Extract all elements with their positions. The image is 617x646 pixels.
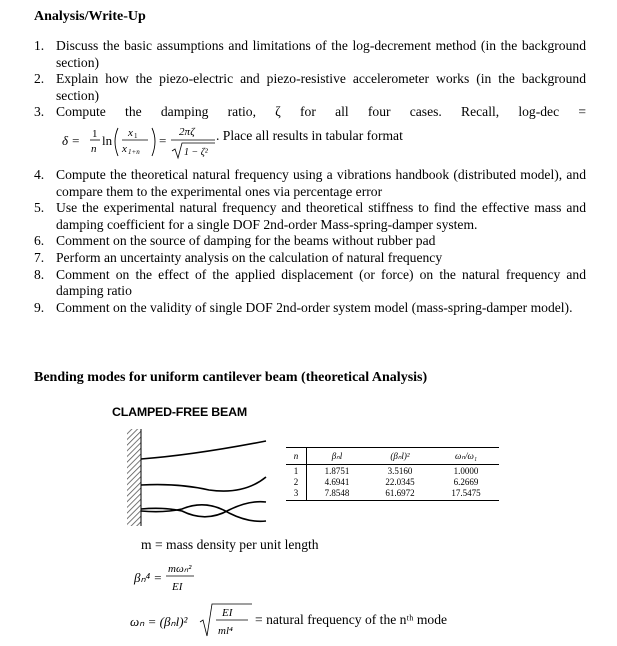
- list-item: [34, 267, 586, 300]
- table-header-row: [286, 448, 499, 465]
- list-item: [34, 233, 586, 250]
- list-number: 4.: [34, 166, 45, 182]
- m-omega-squared: mωₙ²: [168, 563, 192, 575]
- log-dec-formula: [56, 121, 586, 167]
- table-row: [286, 465, 499, 477]
- list-item: [34, 200, 586, 233]
- cell-beta-l-squared: 3.5160: [387, 465, 413, 476]
- list-number: 5.: [34, 200, 45, 216]
- table-row: [286, 476, 499, 487]
- ei-denominator: EI: [172, 581, 183, 593]
- header-n: n: [286, 448, 307, 465]
- cell-beta-l: 4.6941: [324, 476, 350, 487]
- list-text: Perform an uncertainty analysis on the calculation of natural frequency: [56, 249, 443, 265]
- x1-numerator: x: [128, 126, 133, 139]
- list-item: [34, 250, 586, 267]
- list-text: Explain how the piezo-electric and piezo-resistive accelerometer works (in the background section): [56, 71, 586, 103]
- section-heading-bending-modes: Bending modes for uniform cantilever beam (theoretical Analysis): [34, 370, 428, 385]
- xn-subscript: 1+n: [128, 147, 140, 156]
- cell-beta-l: 1.8751: [324, 465, 350, 476]
- list-text: Compute the damping ratio, ζ for all four cases. Recall, log-dec =: [56, 104, 586, 120]
- natural-frequency-description: = natural frequency of the nᵗʰ mode: [255, 612, 448, 627]
- clamped-wall: [127, 429, 141, 526]
- omega-n-lhs: ωₙ = (βₙl)²: [130, 614, 188, 629]
- mode-shape-2: [141, 477, 266, 491]
- natural-frequency-equations: [130, 556, 260, 646]
- header-omega-ratio: ωₙ/ω₁: [433, 448, 499, 465]
- cell-beta-l: 7.8548: [307, 487, 368, 501]
- list-number: 9.: [34, 299, 45, 315]
- list-item: [34, 38, 586, 71]
- mode-shape-1: [141, 441, 266, 459]
- cell-beta-l-squared: 61.6972: [367, 487, 433, 501]
- list-number: 2.: [34, 71, 45, 87]
- list-item: [34, 300, 586, 317]
- list-number: 6.: [34, 233, 45, 249]
- list-text: Comment on the validity of single DOF 2nd-order system model (mass-spring-damper model).: [56, 299, 573, 315]
- table-row: [286, 487, 499, 501]
- list-item: [34, 71, 586, 104]
- two-pi-zeta: 2πζ: [179, 125, 195, 138]
- list-text: Comment on the effect of the applied displacement (or force) on the natural frequency and damping ratio: [56, 266, 586, 299]
- sqrt-denominator: 1 − ζ²: [184, 146, 208, 158]
- list-number: 8.: [34, 266, 45, 282]
- cell-omega-ratio: 1.0000: [453, 465, 479, 476]
- list-number: 3.: [34, 104, 45, 120]
- cell-n: 2: [286, 476, 307, 487]
- ei-numerator: EI: [222, 607, 233, 619]
- one-numerator: 1: [92, 127, 98, 140]
- analysis-list: [34, 38, 586, 316]
- cell-omega-ratio: 17.5475: [433, 487, 499, 501]
- list-item: [34, 167, 586, 200]
- clamped-free-label: CLAMPED-FREE BEAM: [112, 405, 247, 419]
- log-dec-equation: [62, 121, 222, 167]
- bending-modes-table: [286, 447, 499, 501]
- delta-lhs: δ =: [62, 132, 81, 148]
- cell-n: 3: [286, 487, 307, 501]
- beta-n4-lhs: βₙ⁴ =: [134, 570, 163, 585]
- list-item: [34, 104, 586, 167]
- mass-density-definition: m = mass density per unit length: [141, 537, 319, 552]
- mode-shape-3: [141, 502, 266, 517]
- list-text: Comment on the source of damping for the beams without rubber pad: [56, 233, 436, 249]
- list-text: Use the experimental natural frequency and theoretical stiffness to find the effective mass and damping coefficient for a single DOF 2nd-order Mass-spring-damper system.: [56, 200, 586, 232]
- list-text: Discuss the basic assumptions and limitations of the log-decrement method (in the background section): [56, 38, 586, 70]
- cell-beta-l-squared: 22.0345: [385, 476, 415, 487]
- x1-subscript: 1: [134, 131, 138, 140]
- equals-sign: =: [159, 132, 167, 148]
- list-number: 1.: [34, 38, 45, 53]
- cantilever-beam-diagram: [124, 425, 274, 530]
- ml4-denominator: ml⁴: [218, 625, 233, 637]
- mode-shape-3-mirror: [141, 505, 266, 521]
- formula-tail: . Place all results in tabular format: [216, 127, 403, 143]
- cell-omega-ratio: 6.2669: [453, 476, 479, 487]
- header-beta-l: βₙl: [307, 448, 368, 465]
- cell-n: 1: [286, 465, 307, 477]
- xn-denominator: x: [122, 142, 127, 155]
- list-text: Compute the theoretical natural frequency using a vibrations handbook (distributed model), and compare them to the experimental ones via percentage error: [56, 166, 586, 199]
- n-denominator: n: [91, 142, 97, 155]
- ln-operator: ln: [102, 132, 113, 148]
- header-beta-l-squared: (βₙl)²: [367, 448, 433, 465]
- list-number: 7.: [34, 249, 45, 265]
- section-heading-analysis: Analysis/Write-Up: [34, 9, 146, 24]
